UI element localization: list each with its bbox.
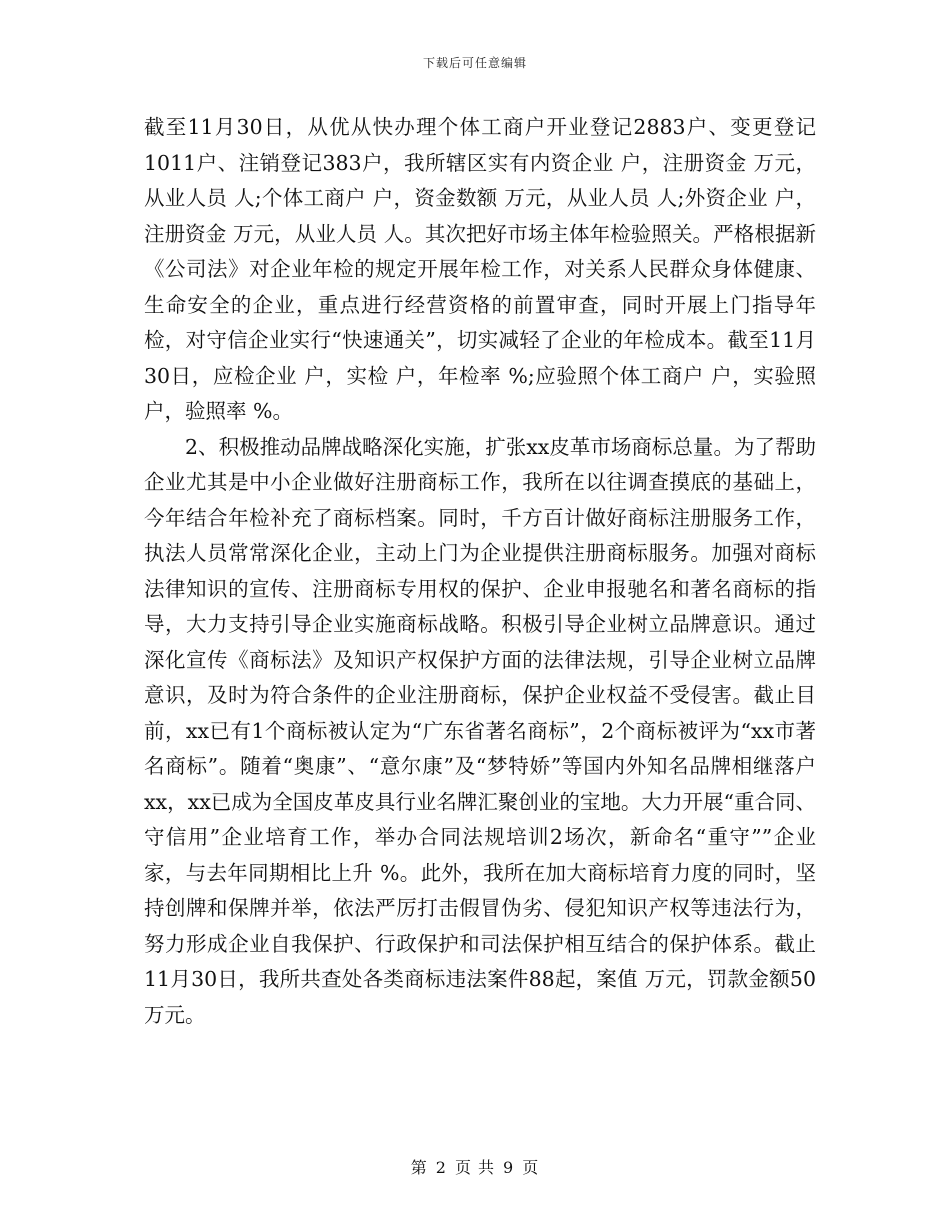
paragraph-registration: 截至11月30日，从优从快办理个体工商户开业登记2883户、变更登记1011户、注销登记383户，我所辖区实有内资企业 户，注册资金 万元，从业人员 人;个体工商户 户，资金数额 万元，从业人员 人;外资企业 户，注册资金 万元，从业人员 人。其次把好市场主体年检验照关。严格根据新《公司法》对企业年检的规定开展年检工作，对关系人民群众身体健康、生命安全的企业，重点进行经营资格的前置审查，同时开展上门指导年检，对守信企业实行“快速通关”，切实减轻了企业的年检成本。截至11月30日，应检企业 户，实检 户，年检率 %;应验照个体工商户 户，实验照 户，验照率 %。	[144, 115, 816, 423]
footer-of: 页 共	[454, 1158, 496, 1177]
page-header: 下载后可任意编辑	[422, 56, 527, 70]
paragraph-brand-strategy: 2、积极推动品牌战略深化实施，扩张xx皮革市场商标总量。为了帮助企业尤其是中小企业做好注册商标工作，我所在以往调查摸底的基础上，今年结合年检补充了商标档案。同时，千方百计做好商标注册服务工作，执法人员常常深化企业，主动上门为企业提供注册商标服务。加强对商标法律知识的宣传、注册商标专用权的保护、企业申报驰名和著名商标的指导，大力支持引导企业实施商标战略。积极引导企业树立品牌意识。通过深化宣传《商标法》及知识产权保护方面的法律法规，引导企业树立品牌意识，及时为符合条件的企业注册商标，保护企业权益不受侵害。截止目前，xx已有1个商标被认定为“广东省著名商标”，2个商标被评为“xx市著名商标”。随着“奥康”、“意尔康”及“梦特娇”等国内外知名品牌相继落户xx，xx已成为全国皮革皮具行业名牌汇聚创业的宝地。大力开展“重合同、守信用”企业培育工作，举办合同法规培训2场次，新命名“重守””企业 家，与去年同期相比上升 %。此外，我所在加大商标培育力度的同时，坚持创牌和保牌并举，依法严厉打击假冒伪劣、侵犯知识产权等违法行为，努力形成企业自我保护、行政保护和司法保护相互结合的保护体系。截止11月30日，我所共查处各类商标违法案件88起，案值 万元，罚款金额50万元。	[144, 434, 816, 1027]
page-number-current: 2	[435, 1158, 447, 1177]
footer-suffix: 页	[522, 1158, 540, 1177]
page-number-total: 9	[503, 1158, 515, 1177]
page-footer	[0, 1155, 950, 1178]
document-body	[144, 110, 816, 1033]
footer-prefix: 第	[410, 1158, 428, 1177]
